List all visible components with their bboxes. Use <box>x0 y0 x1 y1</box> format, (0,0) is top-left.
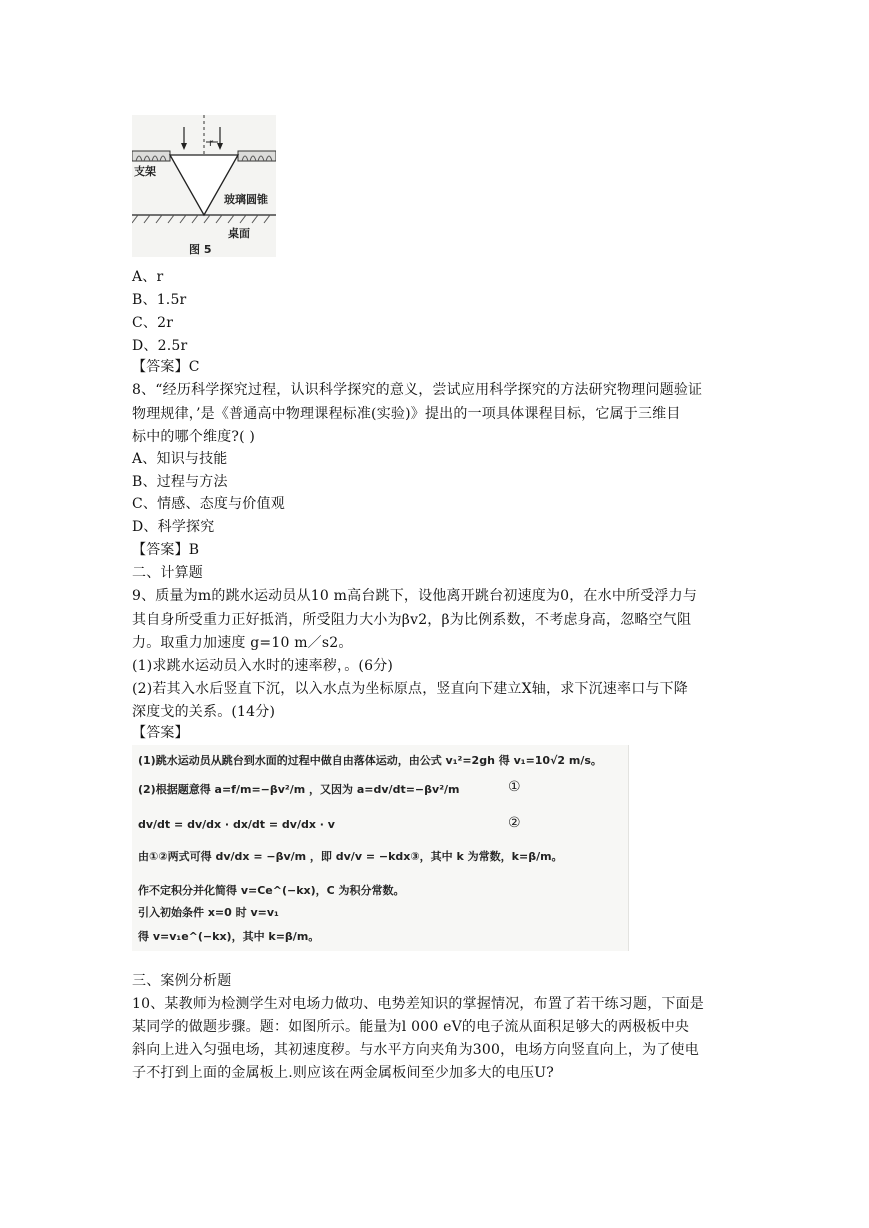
section-heading: 二、计算题 <box>132 565 203 581</box>
q9-part-1: (1)求跳水运动员入水时的速率秽，。(6分) <box>132 658 394 674</box>
r-label: r <box>209 138 214 149</box>
q8-option-b: B、过程与方法 <box>132 474 228 490</box>
q9-answer-label: 【答案】 <box>132 725 189 741</box>
figure-5 <box>132 115 276 257</box>
solution-line: 引入初始条件 x=0 时 v=v₁ <box>138 906 279 919</box>
solution-line: 由①②两式可得 dv/dx = −βv/m ，即 dv/v = −kdx③，其中 k 为常数，k=β/m。 <box>138 850 563 863</box>
q9-stem-line: 其自身所受重力正好抵消，所受阻力大小为βv2，β为比例系数，不考虑身高，忽略空气阻 <box>132 612 692 628</box>
q7-answer: 【答案】C <box>132 359 200 375</box>
solution-line: (1)跳水运动员从跳台到水面的过程中做自由落体运动，由公式 v₁²=2gh 得 v₁=10√2 m/s。 <box>138 754 602 767</box>
q8-stem-line: 标中的哪个维度?( ) <box>132 429 256 445</box>
q7-option-a: A、r <box>132 269 164 285</box>
q8-option-a: A、知识与技能 <box>132 451 228 467</box>
q7-option-d: D、2.5r <box>132 338 188 354</box>
figure-caption: 图 5 <box>189 243 212 256</box>
equation-mark-1: ① <box>508 779 521 795</box>
q10-stem-line: 10、某教师为检测学生对电场力做功、电势差知识的掌握情况，布置了若干练习题，下面是 <box>132 996 705 1012</box>
solution-line: 作不定积分并化简得 v=Ce^(−kx)，C 为积分常数。 <box>138 884 405 897</box>
solution-line: 得 v=v₁e^(−kx)，其中 k=β/m。 <box>138 930 320 943</box>
q8-stem-line: 8、“经历科学探究过程，认识科学探究的意义，尝试应用科学探究的方法研究物理问题验证 <box>132 382 703 398</box>
solution-line: dv/dt = dv/dx · dx/dt = dv/dx · v <box>138 818 335 831</box>
table-label: 桌面 <box>228 227 250 240</box>
cone-label: 玻璃圆锥 <box>224 193 268 206</box>
q7-option-c: C、2r <box>132 315 174 331</box>
q8-stem-line: 物理规律，’是《普通高中物理课程标准(实验)》提出的一项具体课程目标，它属于三维目 <box>132 406 681 422</box>
q9-solution-image <box>132 745 629 951</box>
q8-answer: 【答案】B <box>132 542 200 558</box>
cone-diagram <box>132 115 276 257</box>
equation-mark-2: ② <box>508 815 521 831</box>
q8-option-c: C、情感、态度与价值观 <box>132 496 285 512</box>
q10-stem-line: 子不打到上面的金属板上.则应该在两金属板间至少加多大的电压U? <box>132 1065 554 1081</box>
q9-part-2: (2)若其入水后竖直下沉，以入水点为坐标原点，竖直向下建立X轴，求下沉速率口与下降 <box>132 681 688 697</box>
section-heading: 三、案例分析题 <box>132 973 232 989</box>
q9-stem-line: 力。取重力加速度 g=10 m／s2。 <box>132 635 353 651</box>
solution-line: (2)根据题意得 a=f/m=−βv²/m ，又因为 a=dv/dt=−βv²/m <box>138 783 460 796</box>
support-label: 支架 <box>134 165 156 178</box>
q10-stem-line: 某同学的做题步骤。题：如图所示。能量为l 000 eV的电子流从面积足够大的两极板中央 <box>132 1019 690 1035</box>
q7-option-b: B、1.5r <box>132 292 187 308</box>
q9-part-2-cont: 深度戈的关系。(14分) <box>132 704 276 720</box>
q8-option-d: D、科学探究 <box>132 519 215 535</box>
q10-stem-line: 斜向上进入匀强电场，其初速度秽。与水平方向夹角为300，电场方向竖直向上，为了使电 <box>132 1042 699 1058</box>
q9-stem-line: 9、质量为m的跳水运动员从10 m高台跳下，设他离开跳台初速度为0，在水中所受浮力与 <box>132 588 698 604</box>
